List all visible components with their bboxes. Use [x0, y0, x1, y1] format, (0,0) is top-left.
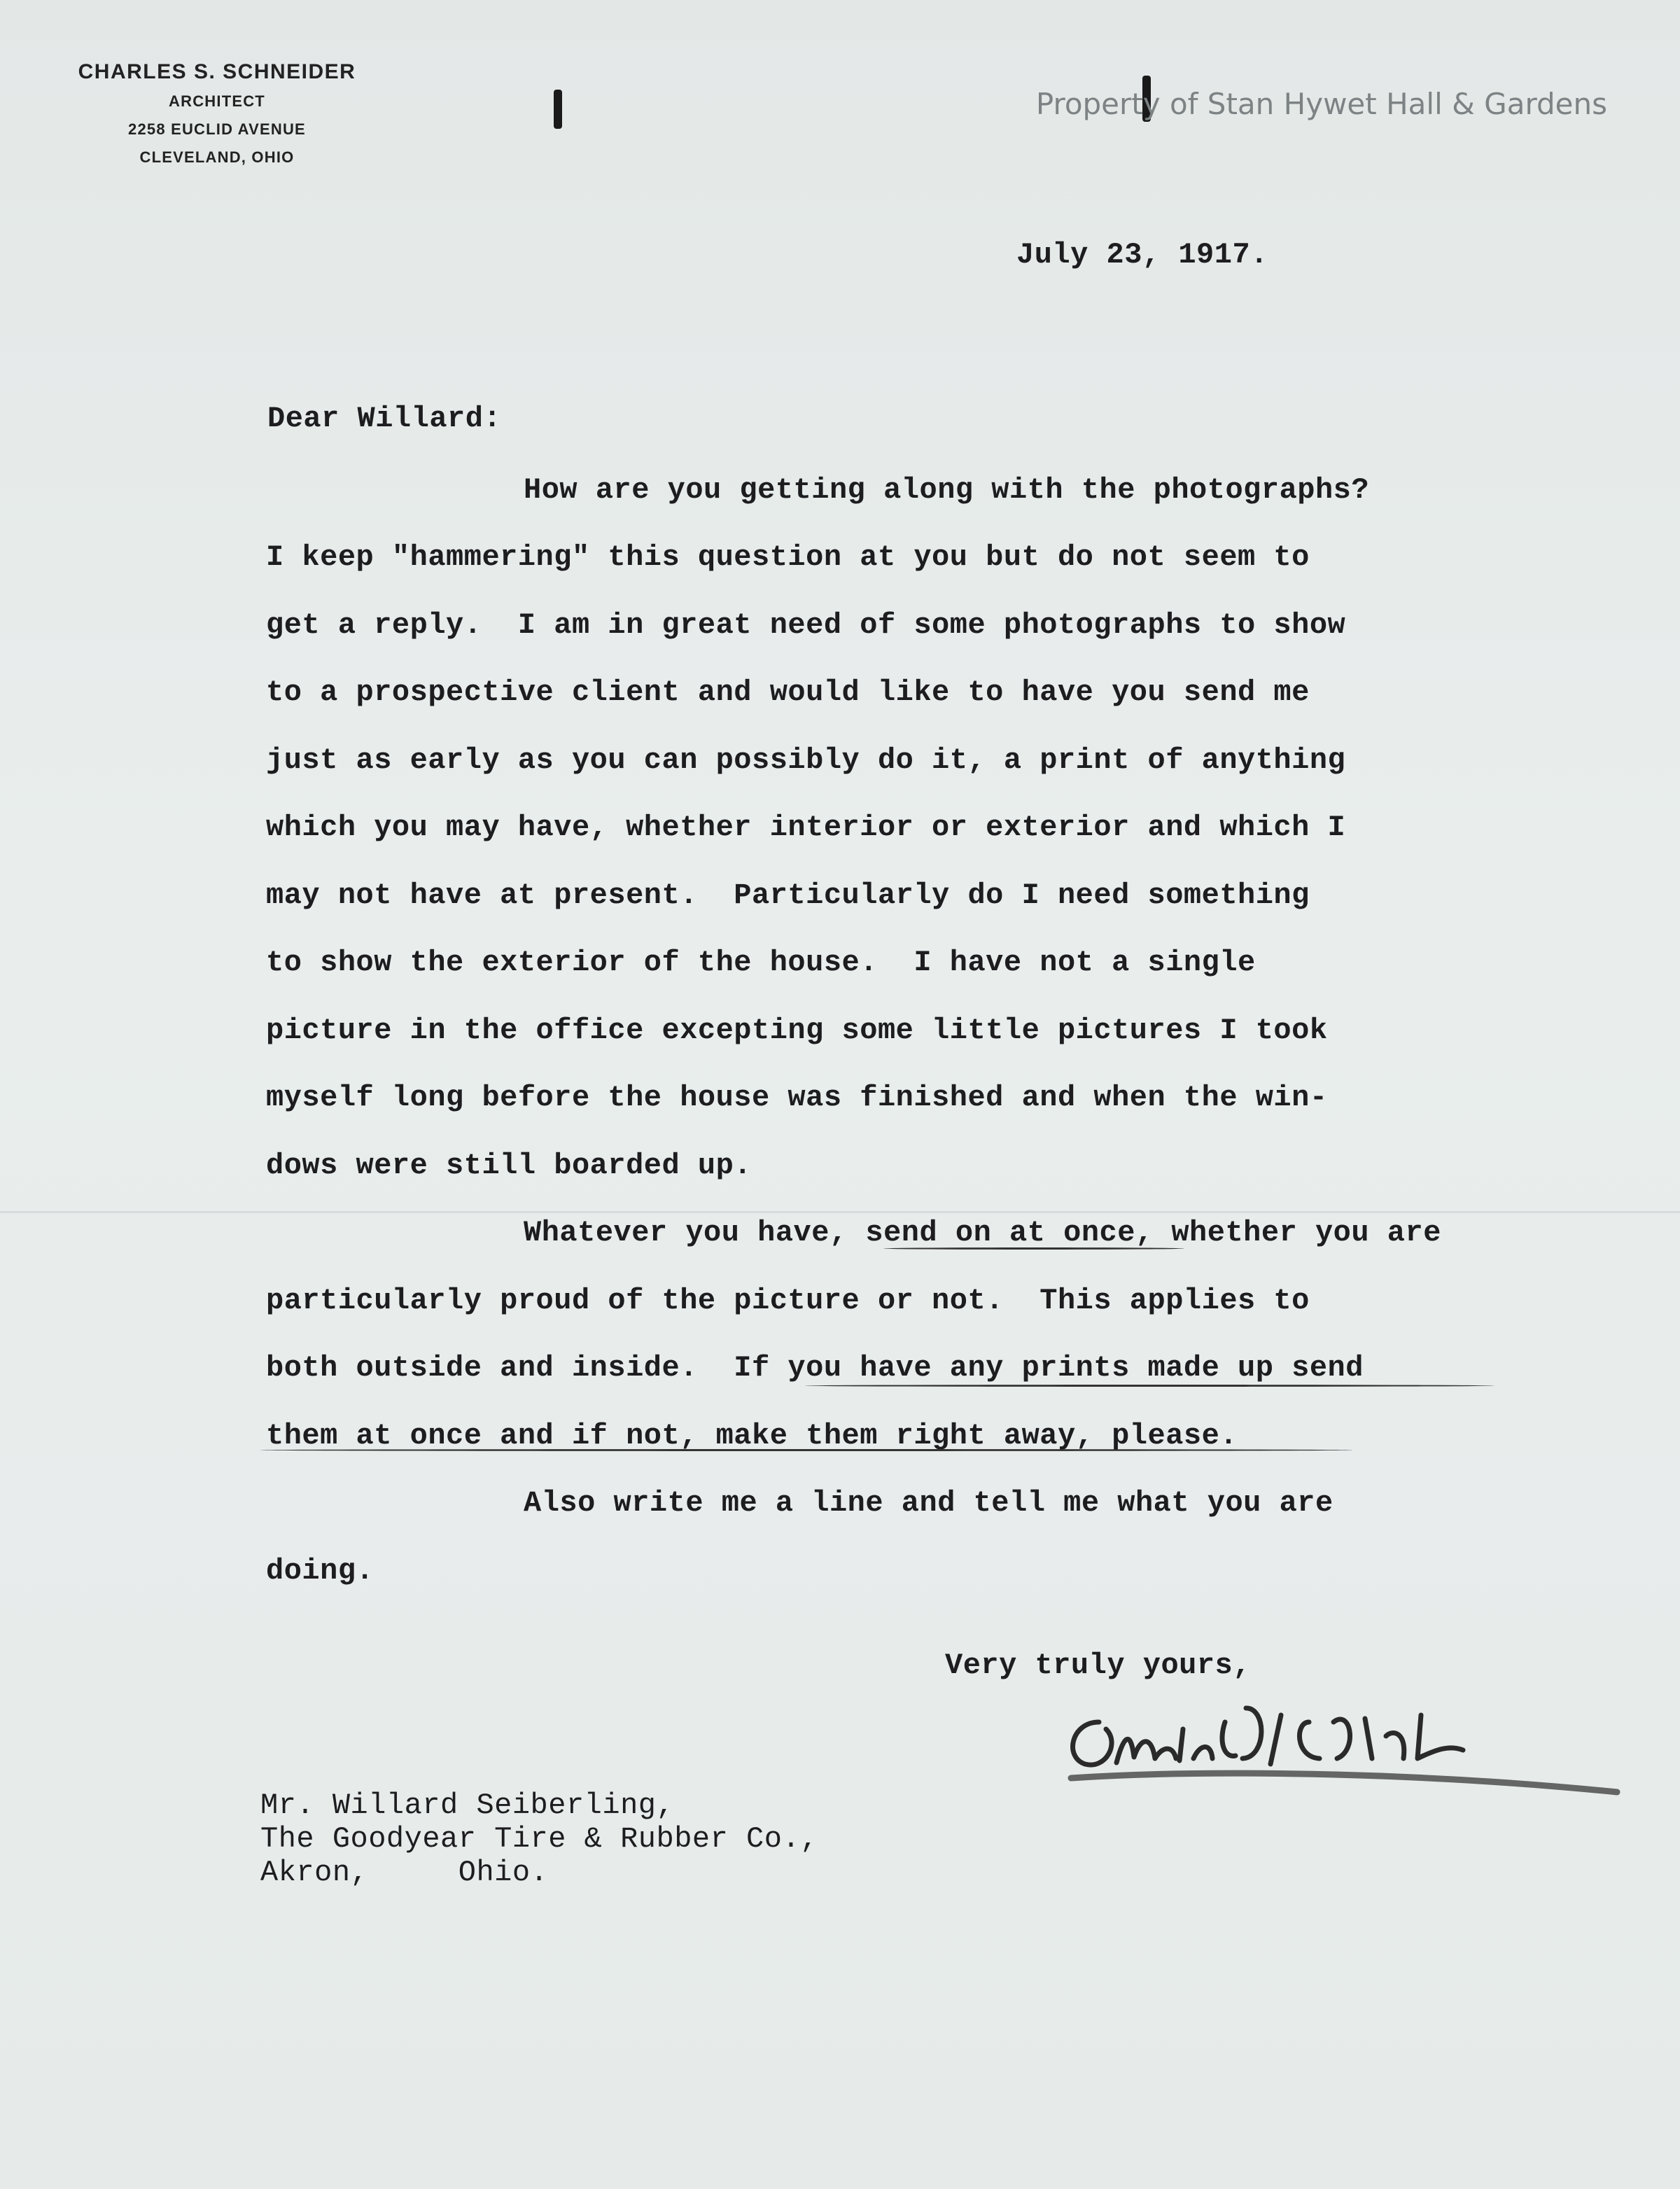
body-line: them at once and if not, make them right away, please. — [266, 1419, 1238, 1453]
body-line: picture in the office excepting some little pictures I took — [266, 1014, 1328, 1047]
body-line: both outside and inside. If you have any prints made up send — [266, 1351, 1364, 1385]
body-line: just as early as you can possibly do it, a print of anything — [266, 743, 1346, 777]
handwritten-underline — [883, 1247, 1184, 1250]
body-line: doing. — [266, 1554, 374, 1588]
body-line: may not have at present. Particularly do I need something — [266, 879, 1310, 912]
body-line: How are you getting along with the photographs? — [524, 473, 1370, 507]
body-line: particularly proud of the picture or not. This applies to — [266, 1284, 1310, 1317]
watermark: Property of Stan Hywet Hall & Gardens — [1035, 87, 1607, 121]
punch-mark — [554, 90, 562, 129]
body-line: to show the exterior of the house. I have not a single — [266, 946, 1256, 979]
body-line: Whatever you have, send on at once, whether you are — [524, 1216, 1441, 1250]
body-line: to a prospective client and would like to have you send me — [266, 676, 1310, 709]
letterhead-name: CHARLES S. SCHNEIDER — [78, 60, 356, 83]
letterhead-city: CLEVELAND, OHIO — [139, 148, 295, 166]
salutation: Dear Willard: — [267, 402, 502, 435]
letterhead — [42, 60, 392, 176]
body-line: get a reply. I am in great need of some photographs to show — [266, 608, 1346, 642]
signature-image — [1057, 1680, 1638, 1806]
handwritten-underline — [260, 1449, 1352, 1451]
address-line: The Goodyear Tire & Rubber Co., — [260, 1822, 818, 1856]
body-line: dows were still boarded up. — [266, 1149, 752, 1182]
letterhead-title: ARCHITECT — [169, 92, 265, 110]
body-line: Also write me a line and tell me what you are — [524, 1486, 1334, 1520]
handwritten-underline — [805, 1385, 1494, 1387]
closing: Very truly yours, — [945, 1649, 1251, 1682]
address-line: Mr. Willard Seiberling, — [260, 1789, 675, 1822]
body-line: which you may have, whether interior or exterior and which I — [266, 811, 1346, 844]
letter-date: July 23, 1917. — [1016, 238, 1268, 272]
address-line: Akron, Ohio. — [260, 1856, 549, 1889]
letterhead-street: 2258 EUCLID AVENUE — [128, 120, 306, 138]
body-line: I keep "hammering" this question at you but do not seem to — [266, 540, 1310, 574]
body-line: myself long before the house was finished and when the win- — [266, 1081, 1328, 1114]
paper-fold — [0, 1211, 1680, 1213]
